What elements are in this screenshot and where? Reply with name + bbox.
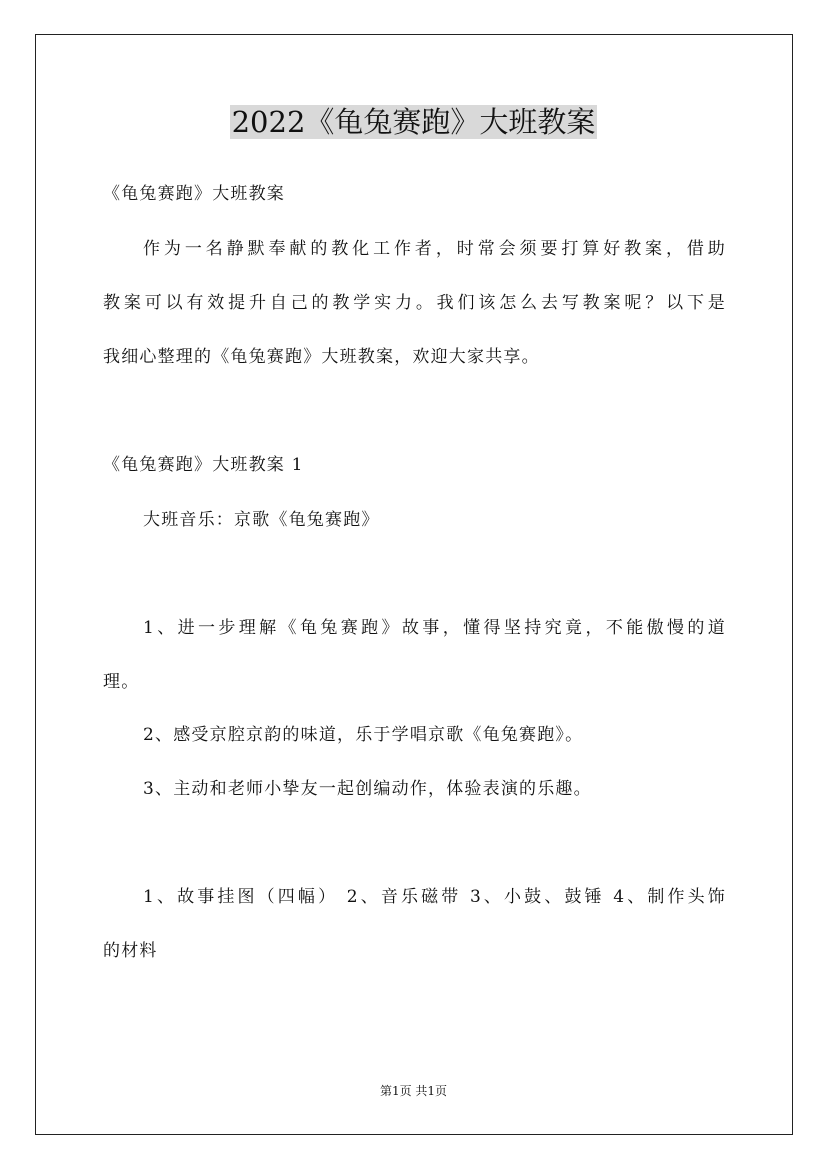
intro-line-3: 我细心整理的《龟兔赛跑》大班教案，欢迎大家共享。 <box>103 347 540 367</box>
goal-line-1: 1、进一步理解《龟兔赛跑》故事，懂得坚持究竟，不能傲慢的道 <box>143 618 726 638</box>
goal-line-2: 2、感受京腔京韵的味道，乐于学唱京歌《龟兔赛跑》。 <box>143 725 584 745</box>
document-subtitle: 《龟兔赛跑》大班教案 <box>103 184 285 204</box>
section-heading: 《龟兔赛跑》大班教案 1 <box>103 455 304 475</box>
materials-line-2: 的材料 <box>103 941 158 961</box>
document-title <box>0 102 827 142</box>
intro-line-2: 教案可以有效提升自己的教学实力。我们该怎么去写教案呢？以下是 <box>103 293 726 313</box>
materials-line-1: 1、故事挂图（四幅） 2、音乐磁带 3、小鼓、鼓锤 4、制作头饰 <box>143 887 726 907</box>
goal-line-3: 3、主动和老师小挚友一起创编动作，体验表演的乐趣。 <box>143 779 592 799</box>
intro-line-1: 作为一名静默奉献的教化工作者，时常会须要打算好教案，借助 <box>143 239 726 259</box>
goal-line-1-cont: 理。 <box>103 672 140 692</box>
course-title: 大班音乐：京歌《龟兔赛跑》 <box>143 510 380 530</box>
document-title-text: 2022《龟兔赛跑》大班教案 <box>231 105 596 139</box>
page-footer: 第1页 共1页 <box>379 1084 448 1098</box>
